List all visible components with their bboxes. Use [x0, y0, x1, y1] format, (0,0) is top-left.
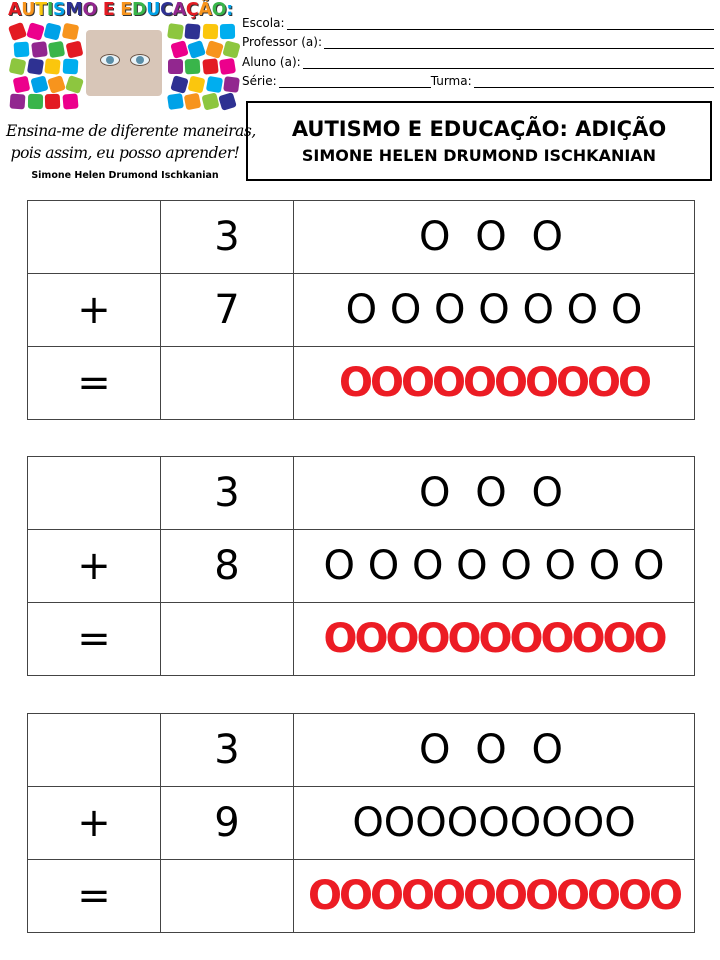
logo-title-letter: A	[172, 0, 186, 20]
exercise-table-3	[27, 713, 695, 933]
puzzle-piece-icon	[170, 75, 189, 94]
grade-field[interactable]	[279, 75, 431, 88]
student-field[interactable]	[303, 56, 714, 69]
first-number: 3	[161, 714, 294, 787]
puzzle-piece-icon	[61, 23, 79, 41]
operator-cell	[28, 714, 161, 787]
puzzle-piece-icon	[219, 58, 236, 75]
answer-cell[interactable]	[161, 860, 294, 933]
puzzle-piece-icon	[44, 58, 60, 74]
puzzle-piece-icon	[48, 40, 65, 57]
second-number: 8	[161, 530, 294, 603]
student-row	[242, 49, 714, 69]
logo-title-letter: U	[146, 0, 161, 20]
puzzle-piece-icon	[64, 74, 83, 93]
table-row	[28, 787, 695, 860]
plus-sign: +	[28, 787, 161, 860]
logo-title-letter: T	[35, 0, 47, 20]
puzzle-piece-icon	[167, 23, 184, 40]
equals-sign: =	[28, 347, 161, 420]
puzzle-piece-icon	[202, 58, 218, 74]
grade-label: Série:	[242, 74, 277, 88]
logo-title-letter: I	[46, 0, 54, 20]
puzzle-piece-icon	[222, 40, 240, 58]
table-row	[28, 457, 695, 530]
logo-title-letter: E	[102, 0, 115, 20]
first-number: 3	[161, 201, 294, 274]
logo-title-letter: Ç	[185, 0, 199, 20]
second-dots: O O O O O O O O	[294, 530, 695, 603]
logo-title-letter: O	[82, 0, 98, 20]
equals-sign: =	[28, 860, 161, 933]
school-label: Escola:	[242, 15, 285, 30]
left-eye	[100, 54, 120, 66]
school-field[interactable]	[287, 17, 714, 30]
table-row	[28, 860, 695, 933]
result-dots: OOOOOOOOOOOO	[294, 860, 695, 933]
exercise-table-1	[27, 200, 695, 420]
puzzle-piece-icon	[202, 24, 218, 40]
table-row	[28, 714, 695, 787]
worksheet-author: SIMONE HELEN DRUMOND ISCHKANIAN	[301, 146, 657, 165]
puzzle-piece-icon	[8, 22, 27, 41]
puzzle-piece-icon	[65, 40, 83, 58]
right-eye	[130, 54, 150, 66]
answer-cell[interactable]	[161, 603, 294, 676]
logo-title-letter: U	[21, 0, 36, 20]
puzzle-piece-icon	[223, 76, 240, 93]
worksheet-heading	[246, 101, 712, 181]
result-dots: OOOOOOOOOO	[294, 347, 695, 420]
puzzle-piece-icon	[26, 58, 43, 75]
teacher-field[interactable]	[324, 36, 714, 49]
logo-title-letter: O	[211, 0, 227, 20]
table-row	[28, 201, 695, 274]
class-field[interactable]	[474, 75, 714, 88]
logo	[6, 0, 256, 190]
first-dots: O O O	[294, 714, 695, 787]
logo-title-letter: C	[160, 0, 173, 20]
puzzle-piece-icon	[184, 23, 200, 39]
table-row	[28, 603, 695, 676]
second-number: 9	[161, 787, 294, 860]
puzzle-piece-icon	[62, 93, 78, 109]
puzzle-piece-icon	[218, 92, 237, 111]
puzzle-piece-icon	[185, 59, 201, 75]
puzzle-pieces-image	[10, 24, 240, 116]
child-face-image	[86, 30, 162, 96]
first-number: 3	[161, 457, 294, 530]
logo-title-letter: :	[226, 0, 233, 20]
puzzle-piece-icon	[13, 41, 29, 57]
worksheet-title: AUTISMO E EDUCAÇÃO: ADIÇÃO	[291, 117, 667, 141]
puzzle-piece-icon	[62, 59, 78, 75]
puzzle-piece-icon	[205, 40, 224, 59]
puzzle-piece-icon	[31, 41, 48, 58]
puzzle-piece-icon	[13, 75, 31, 93]
school-row	[242, 10, 714, 30]
logo-title-letter: D	[131, 0, 147, 20]
equals-sign: =	[28, 603, 161, 676]
puzzle-piece-icon	[9, 58, 27, 76]
second-dots: OOOOOOOOO	[294, 787, 695, 860]
puzzle-piece-icon	[187, 39, 206, 58]
motto-line-2: pois assim, eu posso aprender!	[10, 144, 240, 162]
table-row	[28, 274, 695, 347]
motto-line-1: Ensina-me de diferente maneiras,	[6, 122, 256, 140]
table-row	[28, 347, 695, 420]
teacher-row	[242, 30, 714, 50]
second-number: 7	[161, 274, 294, 347]
motto-author: Simone Helen Drumond Ischkanian	[31, 170, 219, 181]
plus-sign: +	[28, 530, 161, 603]
puzzle-piece-icon	[167, 93, 184, 110]
logo-title-letter: A	[8, 0, 22, 20]
puzzle-piece-icon	[30, 75, 48, 93]
puzzle-piece-icon	[45, 94, 61, 110]
puzzle-piece-icon	[220, 24, 235, 39]
logo-title-letter: E	[120, 0, 132, 20]
teacher-label: Professor (a):	[242, 35, 322, 49]
puzzle-piece-icon	[188, 75, 206, 93]
puzzle-piece-icon	[26, 22, 45, 41]
operator-cell	[28, 457, 161, 530]
puzzle-piece-icon	[47, 75, 66, 94]
puzzle-piece-icon	[170, 40, 189, 59]
class-label: Turma:	[430, 74, 472, 88]
puzzle-piece-icon	[184, 93, 202, 111]
logo-title-letter: Ã	[198, 0, 212, 20]
motto	[6, 120, 256, 164]
result-dots: OOOOOOOOOOO	[294, 603, 695, 676]
student-form	[242, 10, 714, 88]
puzzle-piece-icon	[9, 93, 25, 109]
operator-cell	[28, 201, 161, 274]
puzzle-piece-icon	[205, 75, 222, 92]
first-dots: O O O	[294, 457, 695, 530]
puzzle-piece-icon	[201, 92, 219, 110]
puzzle-piece-icon	[168, 59, 183, 74]
logo-title	[8, 0, 233, 20]
first-dots: O O O	[294, 201, 695, 274]
second-dots: O O O O O O O	[294, 274, 695, 347]
puzzle-piece-icon	[43, 22, 61, 40]
table-row	[28, 530, 695, 603]
puzzle-piece-icon	[27, 94, 42, 109]
exercise-table-2	[27, 456, 695, 676]
logo-title-letter: S	[53, 0, 66, 20]
plus-sign: +	[28, 274, 161, 347]
answer-cell[interactable]	[161, 347, 294, 420]
logo-title-letter: M	[65, 0, 83, 20]
grade-class-row	[242, 69, 714, 89]
student-label: Aluno (a):	[242, 54, 301, 69]
